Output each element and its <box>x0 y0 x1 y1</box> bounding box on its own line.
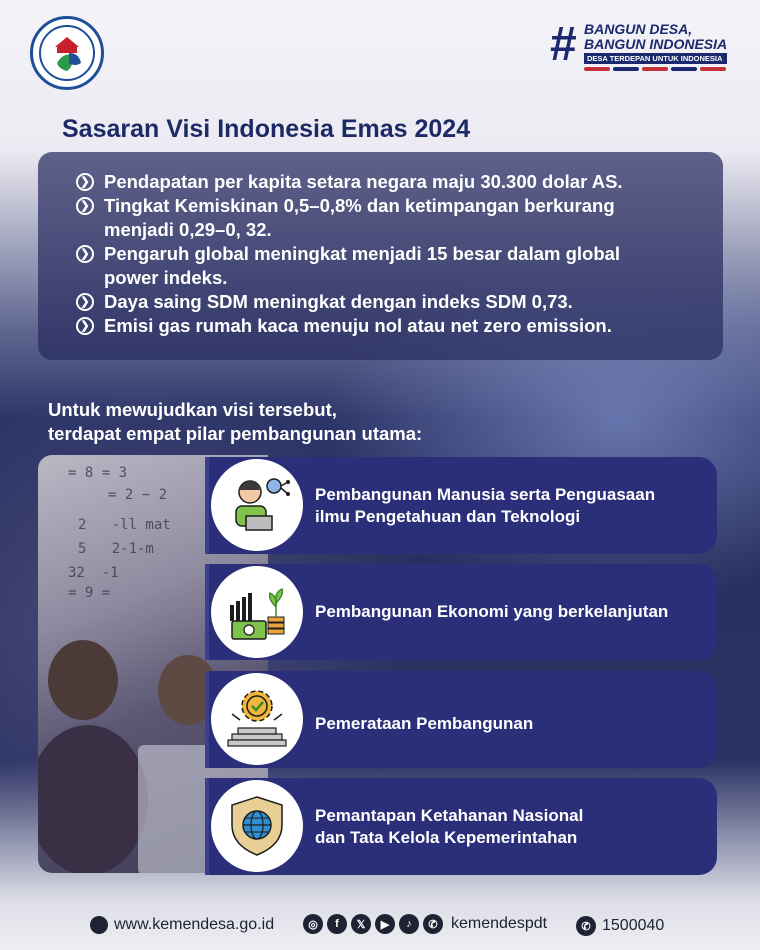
pillar-label: Pembangunan Manusia serta Penguasaan ilmu Pengetahuan dan Teknologi <box>315 485 656 526</box>
phone-contact[interactable]: ✆ 1500040 <box>576 916 664 936</box>
social-links <box>303 914 547 934</box>
ministry-logo-icon <box>30 16 104 90</box>
web-icon <box>90 916 108 934</box>
youtube-icon[interactable]: ▶ <box>375 914 395 934</box>
page-title: Sasaran Visi Indonesia Emas 2024 <box>62 115 471 143</box>
intro-line2: terdapat empat pilar pembangunan utama: <box>48 423 423 444</box>
chevron-right-icon: ❯ <box>76 245 94 263</box>
chevron-right-icon: ❯ <box>76 197 94 215</box>
chevron-right-icon: ❯ <box>76 293 94 311</box>
social-handle[interactable]: kemendespdt <box>451 915 548 932</box>
facebook-icon[interactable]: f <box>327 914 347 934</box>
x-icon[interactable]: 𝕏 <box>351 914 371 934</box>
instagram-icon[interactable]: ◎ <box>303 914 323 934</box>
target-item: ❯ Tingkat Kemiskinan 0,5–0,8% dan ketimpangan berkurang menjadi 0,29–0, 32. <box>76 194 676 242</box>
bangun-desa-logo <box>550 18 730 82</box>
target-item: ❯ Pendapatan per kapita setara negara maju 30.300 dolar AS. <box>76 170 703 194</box>
gear-shield-icon <box>211 673 303 765</box>
person-technology-icon <box>211 459 303 551</box>
pillar-label: Pemantapan Ketahanan Nasional dan Tata Kelola Kepemerintahan <box>315 806 584 847</box>
whatsapp-icon[interactable]: ✆ <box>423 914 443 934</box>
pillar-label: Pemerataan Pembangunan <box>315 714 534 733</box>
classroom-photo: = 8 = 3 = 2 − 2 2 -ll mat 5 2-1-m 32 -1 = 9 = <box>38 455 268 873</box>
hashtag-icon: # <box>550 18 577 71</box>
target-item: ❯ Daya saing SDM meningkat dengan indeks SDM 0,73. <box>76 290 703 314</box>
target-item: ❯ Emisi gas rumah kaca menuju nol atau net zero emission. <box>76 314 703 338</box>
pillar-card-2 <box>205 564 717 660</box>
pillars-intro <box>48 398 568 446</box>
phone-icon: ✆ <box>576 916 596 936</box>
brand-tagline: DESA TERDEPAN UNTUK INDONESIA <box>584 53 727 64</box>
pillar-card-1 <box>205 457 717 554</box>
target-item: ❯ Pengaruh global meningkat menjadi 15 besar dalam global power indeks. <box>76 242 676 290</box>
intro-line1: Untuk mewujudkan visi tersebut, <box>48 399 337 420</box>
brand-line1: BANGUN DESA, <box>584 21 693 37</box>
globe-shield-icon <box>211 780 303 872</box>
footer <box>0 908 760 942</box>
chevron-right-icon: ❯ <box>76 317 94 335</box>
tiktok-icon[interactable]: ♪ <box>399 914 419 934</box>
pillar-label: Pembangunan Ekonomi yang berkelanjutan <box>315 602 669 621</box>
pillar-card-3 <box>205 671 717 768</box>
website-link[interactable]: www.kemendesa.go.id <box>90 916 274 934</box>
brand-decor <box>584 67 727 71</box>
pillar-card-4 <box>205 778 717 875</box>
economy-growth-icon <box>211 566 303 658</box>
targets-panel <box>38 152 723 360</box>
brand-line2: BANGUN INDONESIA <box>584 36 728 52</box>
chevron-right-icon: ❯ <box>76 173 94 191</box>
